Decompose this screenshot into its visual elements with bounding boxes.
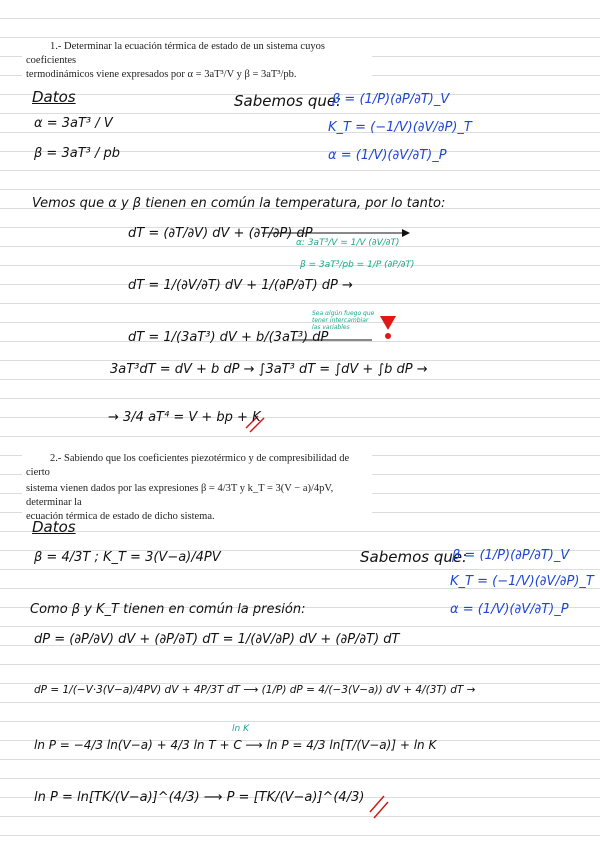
problem2-note-lnK: ln K — [232, 724, 249, 734]
problem2-eq-dP-substituted: dP = 1/(−V·3(V−a)/4PV) dV + 4P/3T dT ⟶ (1/P) dP = 4/(−3(V−a)) dV + 4/(3T) dT → — [34, 684, 476, 696]
problem1-kt-general: K_T = (−1/V)(∂V/∂P)_T — [328, 120, 472, 135]
problem2-statement-beta: β = 4/3T — [200, 483, 238, 494]
problem1-side-alpha: α: 3aT³/V = 1/V (∂V/∂T) — [296, 238, 400, 248]
problem2-statement-line1: 2.- Sabiendo que los coeficientes piezotérmico y de compresibilidad de cierto — [26, 453, 350, 478]
problem2-eq-final: ln P = ln[TK/(V−a)]^(4/3) ⟶ P = [TK/(V−a)]^(4/3) — [34, 790, 365, 805]
problem1-statement-line2: termodinámicos viene expresados por α = 3aT³/V y β = 3aT³/pb. — [26, 69, 297, 80]
problem2-kt-general: K_T = (−1/V)(∂V/∂P)_T — [450, 574, 594, 589]
problem2-eq-dP: dP = (∂P/∂V) dV + (∂P/∂T) dT = 1/(∂V/∂P) dV + (∂P/∂T) dT — [34, 632, 400, 647]
problem2-sabemos-title: Sabemos que: — [360, 548, 468, 566]
problem1-statement-line1: 1.- Determinar la ecuación térmica de estado de un sistema cuyos coeficientes — [26, 41, 325, 66]
problem1-datos-title: Datos — [32, 88, 76, 106]
problem2-common-sentence: Como β y K_T tienen en común la presión: — [30, 602, 306, 617]
problem2-statement-y: y — [239, 483, 245, 494]
problem1-note-green: Sea αlgún fuego que tener intercambiar las variables — [312, 310, 375, 331]
problem1-sabemos-title: Sabemos que: — [234, 92, 342, 110]
problem2-eq-ln: ln P = −4/3 ln(V−a) + 4/3 ln T + C ⟶ ln P = 4/3 ln[T/(V−a)] + ln K — [34, 738, 437, 752]
problem2-beta-general: β = (1/P)(∂P/∂T)_V — [452, 548, 570, 563]
problem2-statement-line2b: , determinar la — [26, 483, 334, 508]
problem1-beta-definition: β = 3aT³ / pb — [34, 146, 120, 161]
problem2-datos-definitions: β = 4/3T ; K_T = 3(V−a)/4PV — [34, 550, 221, 565]
problem2-statement-line2a: sistema vienen dados por las expresiones — [26, 483, 199, 494]
problem2-statement-line3: ecuación térmica de estado de dicho sistema. — [26, 511, 215, 522]
problem2-datos-title: Datos — [32, 518, 76, 536]
problem2-statement — [22, 450, 372, 526]
problem2-alpha-general: α = (1/V)(∂V/∂T)_P — [450, 602, 569, 617]
problem1-eq-result: → 3/4 aT⁴ = V + bp + K — [108, 410, 261, 425]
problem2-statement-kt: k_T = 3(V − a)/4pV — [247, 483, 331, 494]
problem1-statement — [22, 38, 372, 84]
problem1-alpha-general: α = (1/V)(∂V/∂T)_P — [328, 148, 447, 163]
problem1-eq-substituted: dT = 1/(3aT³) dV + b/(3aT³) dP — [128, 330, 329, 345]
problem1-eq-integral: 3aT³dT = dV + b dP → ∫3aT³ dT = ∫dV + ∫b dP → — [110, 362, 428, 377]
problem1-side-beta: β = 3aT³/pb = 1/P (∂P/∂T) — [300, 260, 415, 270]
problem1-eq-inverse: dT = 1/(∂V/∂T) dV + 1/(∂P/∂T) dP → — [128, 278, 353, 293]
problem1-alpha-definition: α = 3aT³ / V — [34, 116, 113, 131]
problem1-common-sentence: Vemos que α y β tienen en común la temperatura, por lo tanto: — [32, 196, 446, 211]
problem1-eq-dT: dT = (∂T/∂V) dV + (∂T/∂P) dP — [128, 226, 313, 241]
problem1-beta-general: β = (1/P)(∂P/∂T)_V — [332, 92, 450, 107]
